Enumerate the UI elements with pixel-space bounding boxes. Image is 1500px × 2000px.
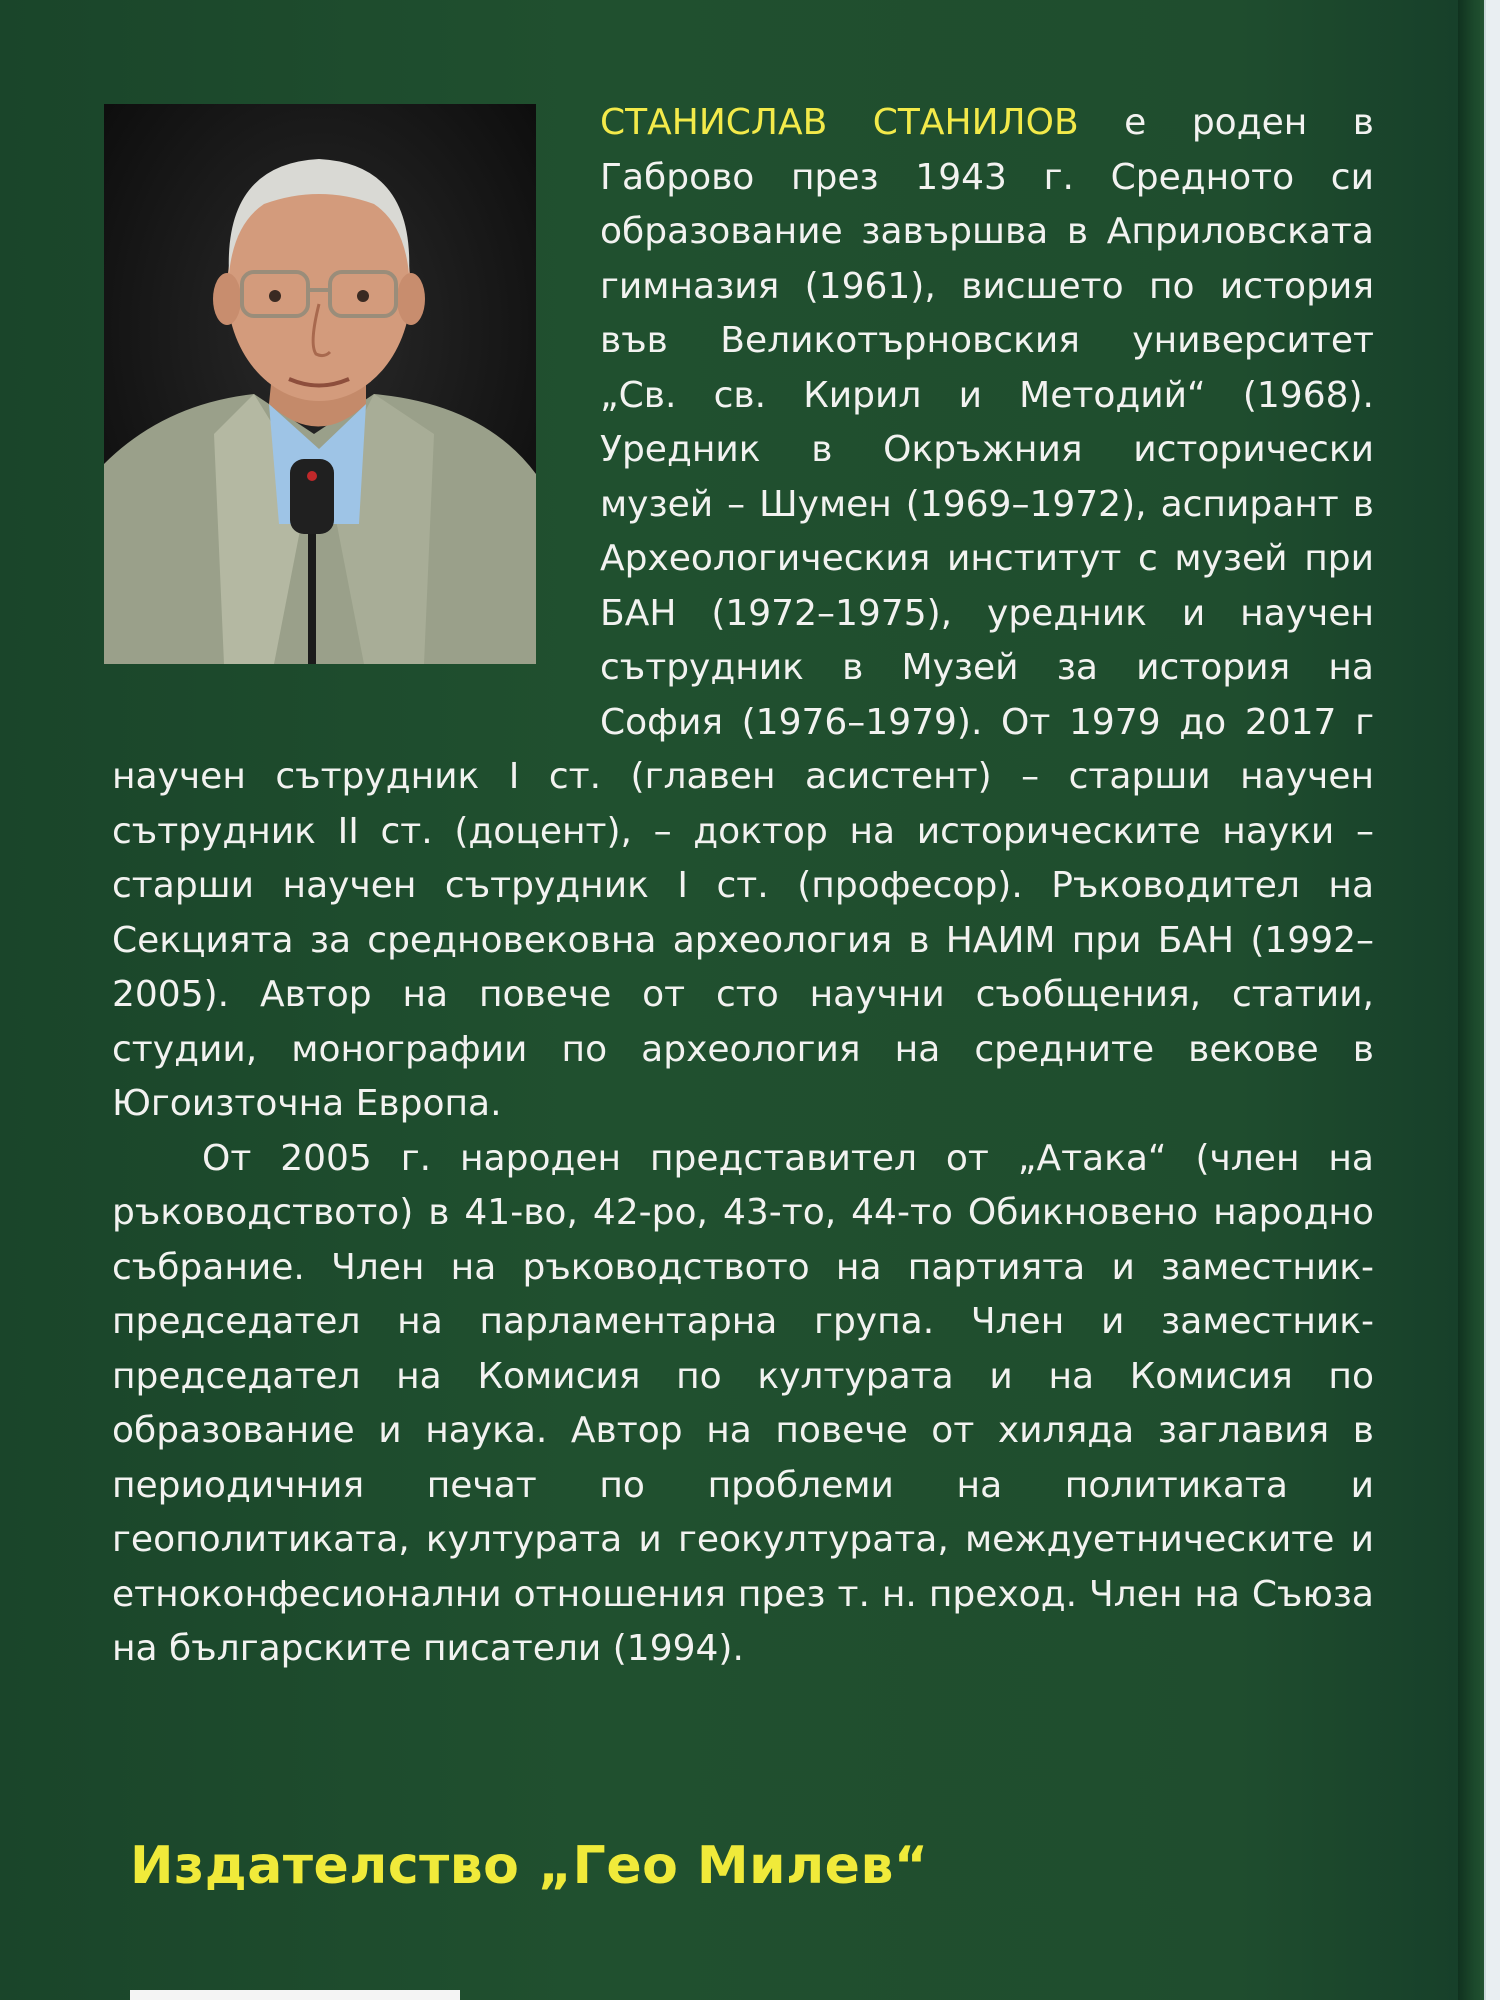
author-name: СТАНИСЛАВ СТАНИЛОВ [600,102,1079,143]
publisher-name: Издателство „Гео Милев“ [130,1836,929,1896]
photo-float-space [112,96,600,696]
bio-paragraph-1-text: е роден в Габрово през 1943 г. Средното си образование завършва в Априловската гимназия (1961), висшето по история във Великотърновския университет „Св. св. Кирил и Методий“ (1968). Уредник в Окръжния исторически музей – Шумен (1969–1972), аспирант в Археологическия институт с музей при БАН (1972–1975), уредник и научен сътрудник в Музей за история на София (1976–1979). От 1979 до 2017 г научен сътрудник I ст. (главен асистент) – старши научен сътрудник II ст. (доцент), – доктор на историческите науки – старши научен сътрудник I ст. (професор). Ръководител на Секцията за средновековна археология в НАИМ при БАН (1992–2005). Автор на повече от сто научни съобщения, статии, студии, монографии по археология на средните векове в Югоизточна Европа. [112,102,1374,1124]
bio-paragraph-2: От 2005 г. народен представител от „Атака“ (член на ръководството) в 41-во, 42-ро, 43-то, 44-то Обикновено народно събрание. Член на ръководството на партията и заместник-председател на парламентарна група. Член и заместник-председател на Комисия по културата и на Комисия по образование и наука. Автор на повече от хиляда заглавия в периодичния печат по проблеми на политиката и геополитиката, културата и геокултурата, междуетническите и етноконфесионални отношения през т. н. преход. Член на Съюза на българските писатели (1994). [112,1137,1374,1669]
page-edge [1484,0,1500,2000]
author-biography [112,96,1374,1677]
barcode-label-edge [130,1990,460,2000]
